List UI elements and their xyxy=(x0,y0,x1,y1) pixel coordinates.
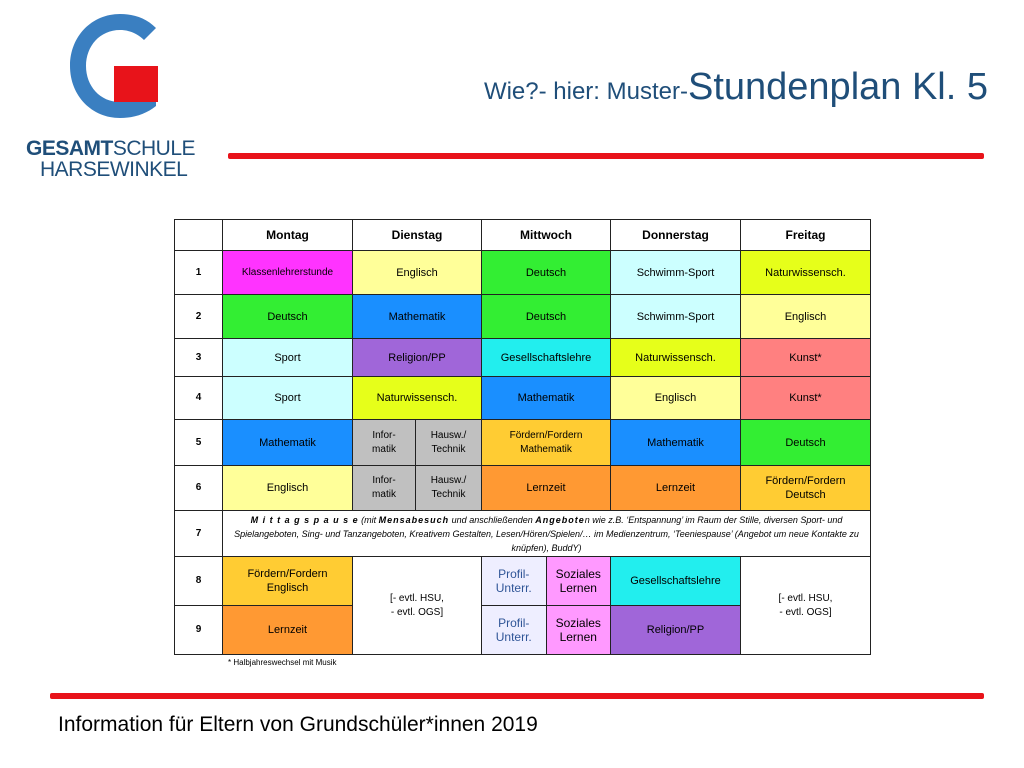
timetable-header-row xyxy=(175,220,871,251)
lesson-line: Fördern/Fordern xyxy=(509,429,583,441)
lesson-cell: Sport xyxy=(223,377,353,420)
period-number: 8 xyxy=(175,557,223,606)
period-row xyxy=(175,466,871,511)
period-number: 5 xyxy=(175,420,223,466)
lunch-break-row xyxy=(175,511,871,557)
lesson-line: Unterr. xyxy=(495,581,532,595)
lesson-cell: Mathematik xyxy=(611,420,741,466)
lesson-line: Soziales xyxy=(555,567,601,581)
lesson-cell-split xyxy=(353,420,416,466)
social-learning-lesson xyxy=(547,606,611,654)
lesson-line: - evtl. OGS] xyxy=(779,606,832,618)
lesson-cell-split xyxy=(353,466,416,511)
title-prefix: Wie?- hier: Muster- xyxy=(483,78,688,105)
lesson-line: Profil- xyxy=(498,567,530,581)
lesson-cell: Religion/PP xyxy=(353,339,482,377)
lesson-line: [- evtl. HSU, xyxy=(390,592,444,604)
lesson-cell: Mathematik xyxy=(223,420,353,466)
lesson-line: matik xyxy=(372,443,396,455)
optional-afternoon-cell xyxy=(353,557,482,655)
lesson-cell xyxy=(482,420,611,466)
day-header: Donnerstag xyxy=(611,220,741,251)
period-row xyxy=(175,377,871,420)
lesson-cell: Englisch xyxy=(611,377,741,420)
lesson-cell: Religion/PP xyxy=(611,606,741,655)
lesson-line: Infor- xyxy=(372,429,396,441)
school-town: HARSEWINKEL xyxy=(40,158,188,181)
lesson-cell: Lernzeit xyxy=(223,606,353,655)
optional-afternoon-cell xyxy=(741,557,871,655)
lesson-cell-split xyxy=(482,557,611,606)
school-name-bold: GESAMT xyxy=(26,137,113,160)
day-header: Dienstag xyxy=(353,220,482,251)
lesson-line: Deutsch xyxy=(785,489,826,501)
period-number: 6 xyxy=(175,466,223,511)
lunch-break-cell xyxy=(223,511,871,557)
lesson-line: Technik xyxy=(431,443,466,455)
lesson-line: - evtl. OGS] xyxy=(390,606,444,618)
lesson-cell: Lernzeit xyxy=(611,466,741,511)
period-number: 7 xyxy=(175,511,223,557)
top-divider xyxy=(228,153,984,159)
lesson-cell: Deutsch xyxy=(741,420,871,466)
school-logo xyxy=(22,14,212,184)
lesson-cell: Deutsch xyxy=(223,295,353,339)
lunch-break-title: M i t t a g s p a u s e xyxy=(250,514,359,525)
period-number: 2 xyxy=(175,295,223,339)
title-main: Stundenplan Kl. 5 xyxy=(687,66,988,108)
lesson-line: Mathematik xyxy=(520,443,572,455)
lesson-cell-split xyxy=(416,466,482,511)
lesson-line: Technik xyxy=(431,489,466,500)
lesson-line: Englisch xyxy=(266,582,309,594)
period-row xyxy=(175,295,871,339)
period-row xyxy=(175,339,871,377)
lesson-cell-split xyxy=(482,606,611,655)
day-header: Freitag xyxy=(741,220,871,251)
lesson-cell: Schwimm-Sport xyxy=(611,251,741,295)
lesson-cell: Lernzeit xyxy=(482,466,611,511)
lesson-cell: Englisch xyxy=(741,295,871,339)
lesson-cell: Mathematik xyxy=(353,295,482,339)
social-learning-lesson xyxy=(547,557,611,605)
footnote: * Halbjahreswechsel mit Musik xyxy=(228,658,337,667)
lesson-cell: Gesellschaftslehre xyxy=(482,339,611,377)
lesson-line: Fördern/Fordern xyxy=(247,568,328,580)
period-row xyxy=(175,420,871,466)
lesson-cell: Klassenlehrerstunde xyxy=(223,251,353,295)
lesson-cell: Gesellschaftslehre xyxy=(611,557,741,606)
lesson-cell: Englisch xyxy=(353,251,482,295)
lesson-line: matik xyxy=(372,489,396,500)
lesson-cell xyxy=(741,466,871,511)
lesson-cell xyxy=(223,557,353,606)
bottom-divider xyxy=(50,693,984,699)
page-title xyxy=(484,66,988,109)
lesson-line: Infor- xyxy=(372,475,396,486)
lesson-line: Soziales xyxy=(555,616,601,630)
lesson-cell: Mathematik xyxy=(482,377,611,420)
lunch-break-text: n wie z.B. ‘Entspannung’ im Raum der Stille, diversen Sport- und Spielangeboten, Sing- und Tanzangeboten, Kreativem Gestalten, Lesen/Hören/Spielen/… im Medienzentrum, ‘Teeniespause’ (Angebot um neue Kontakte zu knüpfen), BuddY) xyxy=(234,514,859,553)
lesson-cell-split xyxy=(416,420,482,466)
profile-lesson xyxy=(482,606,547,654)
lesson-line: Lernen xyxy=(559,581,597,595)
period-row xyxy=(175,557,871,606)
lesson-line: [- evtl. HSU, xyxy=(778,592,833,604)
footer-text: Information für Eltern von Grundschüler*innen 2019 xyxy=(58,713,538,736)
lesson-cell: Deutsch xyxy=(482,295,611,339)
day-header: Montag xyxy=(223,220,353,251)
lunch-break-text: und anschließenden xyxy=(449,514,536,525)
lesson-cell: Naturwissensch. xyxy=(611,339,741,377)
corner-cell xyxy=(175,220,223,251)
lesson-cell: Naturwissensch. xyxy=(741,251,871,295)
lunch-break-emphasis: Angebote xyxy=(535,514,585,525)
lesson-cell: Kunst* xyxy=(741,339,871,377)
period-number: 1 xyxy=(175,251,223,295)
school-logo-g-icon xyxy=(70,14,160,124)
period-number: 9 xyxy=(175,606,223,655)
lunch-break-text: (mit xyxy=(358,514,379,525)
lesson-cell: Sport xyxy=(223,339,353,377)
lesson-cell: Deutsch xyxy=(482,251,611,295)
day-header: Mittwoch xyxy=(482,220,611,251)
lesson-line: Hausw./ xyxy=(430,429,467,441)
lesson-line: Profil- xyxy=(498,616,530,630)
lesson-cell: Schwimm-Sport xyxy=(611,295,741,339)
lesson-line: Hausw./ xyxy=(430,475,467,486)
profile-lesson xyxy=(482,557,547,605)
lesson-cell: Englisch xyxy=(223,466,353,511)
period-number: 4 xyxy=(175,377,223,420)
school-name-rest: SCHULE xyxy=(112,137,196,160)
lesson-line: Lernen xyxy=(559,630,597,644)
period-number: 3 xyxy=(175,339,223,377)
period-row xyxy=(175,251,871,295)
school-name xyxy=(26,138,195,180)
lesson-cell: Naturwissensch. xyxy=(353,377,482,420)
lesson-cell: Kunst* xyxy=(741,377,871,420)
timetable xyxy=(174,219,871,655)
lesson-line: Unterr. xyxy=(495,630,532,644)
lunch-break-emphasis: Mensabesuch xyxy=(378,514,450,525)
lesson-line: Fördern/Fordern xyxy=(765,475,846,487)
